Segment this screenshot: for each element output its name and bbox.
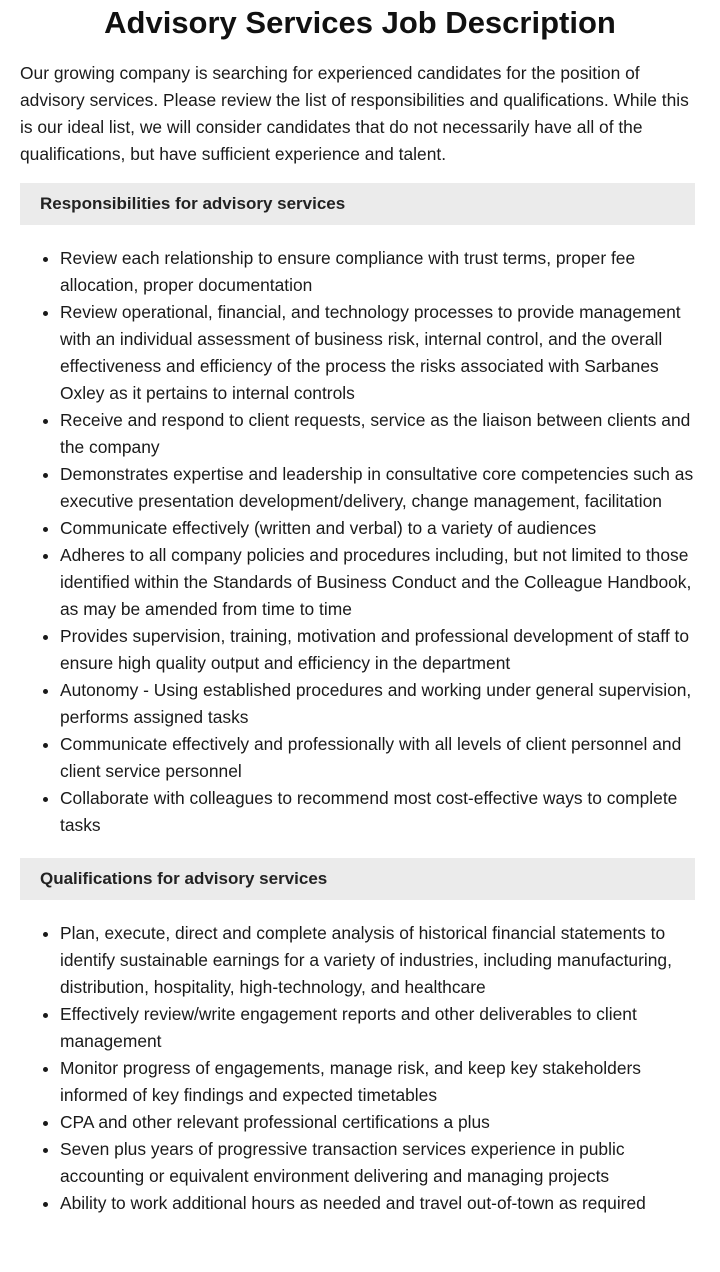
list-item: • Collaborate with colleagues to recommend most cost-effective ways to complete tasks	[60, 785, 700, 839]
list-item: • Monitor progress of engagements, manage risk, and keep key stakeholders informed of key findings and expected timetables	[60, 1055, 700, 1109]
responsibilities-heading: Responsibilities for advisory services	[20, 183, 695, 225]
list-item: • Ability to work additional hours as needed and travel out-of-town as required	[60, 1190, 700, 1217]
qualifications-list	[0, 920, 700, 1217]
list-item: • Receive and respond to client requests, service as the liaison between clients and the company	[60, 407, 700, 461]
list-item: • Adheres to all company policies and procedures including, but not limited to those identified within the Standards of Business Conduct and the Colleague Handbook, as may be amended from time to time	[60, 542, 700, 623]
list-item: • Demonstrates expertise and leadership in consultative core competencies such as executive presentation development/delivery, change management, facilitation	[60, 461, 700, 515]
responsibilities-list	[0, 245, 700, 839]
list-item: • Communicate effectively and professionally with all levels of client personnel and client service personnel	[60, 731, 700, 785]
list-item: • Communicate effectively (written and verbal) to a variety of audiences	[60, 515, 700, 542]
list-item: • Effectively review/write engagement reports and other deliverables to client management	[60, 1001, 700, 1055]
list-item: • Provides supervision, training, motivation and professional development of staff to ensure high quality output and efficiency in the department	[60, 623, 700, 677]
list-item: • Review operational, financial, and technology processes to provide management with an individual assessment of business risk, internal control, and the overall effectiveness and efficiency of the process the risks associated with Sarbanes Oxley as it pertains to internal controls	[60, 299, 700, 407]
list-item: • Seven plus years of progressive transaction services experience in public accounting or equivalent environment delivering and managing projects	[60, 1136, 700, 1190]
list-item: • Review each relationship to ensure compliance with trust terms, proper fee allocation, proper documentation	[60, 245, 700, 299]
list-item: • Plan, execute, direct and complete analysis of historical financial statements to identify sustainable earnings for a variety of industries, including manufacturing, distribution, hospitality, high-technology, and healthcare	[60, 920, 700, 1001]
intro-paragraph: Our growing company is searching for experienced candidates for the position of advisory services. Please review the list of responsibilities and qualifications. While this is our ideal list, we will consider candidates that do not necessarily have all of the qualifications, but have sufficient experience and talent.	[20, 63, 689, 164]
qualifications-heading: Qualifications for advisory services	[20, 858, 695, 900]
list-item: • Autonomy - Using established procedures and working under general supervision, performs assigned tasks	[60, 677, 700, 731]
list-item: • CPA and other relevant professional certifications a plus	[60, 1109, 700, 1136]
page-title: Advisory Services Job Description	[104, 5, 616, 40]
